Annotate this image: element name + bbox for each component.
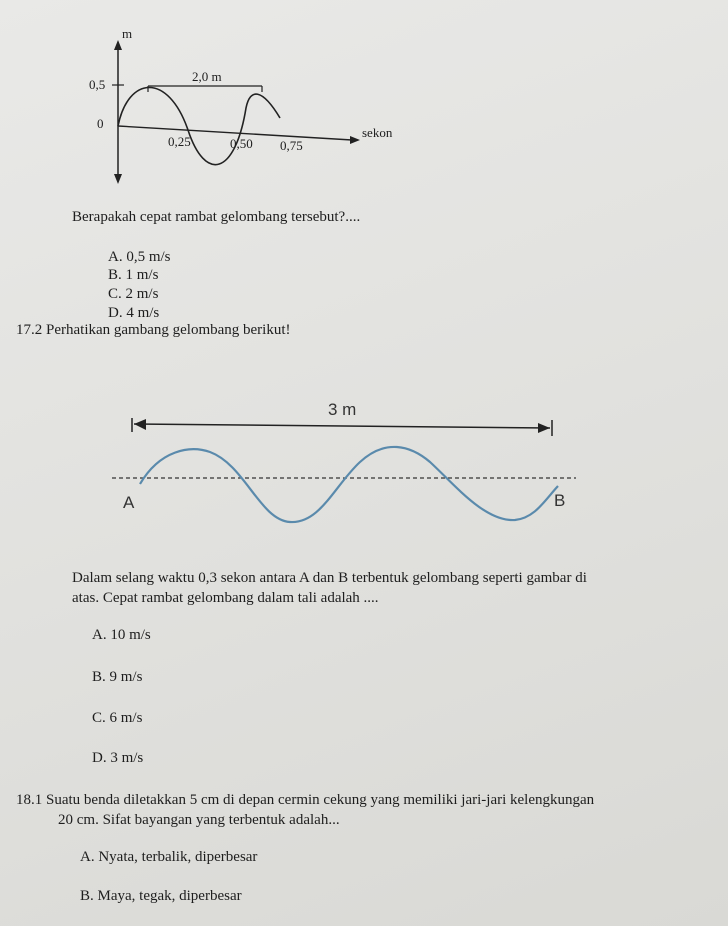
distance-arrow-left bbox=[134, 419, 146, 430]
q18-option-a[interactable]: A. Nyata, terbalik, diperbesar bbox=[80, 849, 258, 865]
y-axis-arrow-top bbox=[114, 40, 122, 50]
q18-number: 18.1 bbox=[16, 792, 43, 808]
q17-option-a[interactable]: A. 10 m/s bbox=[92, 627, 151, 643]
q16-option-b[interactable]: B. 1 m/s bbox=[108, 267, 159, 283]
q16-question: Berapakah cepat rambat gelombang tersebut?.... bbox=[72, 209, 361, 225]
q17-text-line1: Dalam selang waktu 0,3 sekon antara A dan B terbentuk gelombang seperti gambar di bbox=[72, 570, 587, 586]
q16-option-a[interactable]: A. 0,5 m/s bbox=[108, 249, 171, 265]
q18-text-line1 bbox=[16, 790, 721, 810]
q16-option-c[interactable]: C. 2 m/s bbox=[108, 286, 159, 302]
wave-graph-2 bbox=[0, 390, 728, 550]
amplitude-label: 0,5 bbox=[89, 77, 106, 92]
distance-arrow-right bbox=[538, 423, 550, 433]
y-label: m bbox=[122, 26, 133, 41]
wave-curve-2 bbox=[140, 447, 558, 522]
q16-option-d[interactable]: D. 4 m/s bbox=[108, 305, 160, 321]
x-axis-arrow bbox=[350, 136, 360, 144]
q18-text-line2: 20 cm. Sifat bayangan yang terbentuk adalah... bbox=[58, 812, 340, 828]
q18-text bbox=[16, 790, 721, 830]
point-a: A bbox=[123, 493, 135, 512]
wavelength-label: 2,0 m bbox=[192, 69, 222, 84]
q17-option-b[interactable]: B. 9 m/s bbox=[92, 669, 143, 685]
x-tick-1: 0,25 bbox=[168, 134, 191, 149]
q17-text-line2: atas. Cepat rambat gelombang dalam tali adalah .... bbox=[72, 590, 379, 606]
x-unit-label: sekon bbox=[362, 125, 393, 140]
q17-header bbox=[16, 322, 291, 339]
q18-line1-text: Suatu benda diletakkan 5 cm di depan cermin cekung yang memiliki jari-jari kelengkungan bbox=[46, 792, 595, 808]
q17-text bbox=[72, 568, 722, 608]
q17-number: 17.2 bbox=[16, 322, 43, 338]
q17-option-c[interactable]: C. 6 m/s bbox=[92, 710, 143, 726]
y-axis-arrow-bottom bbox=[114, 174, 122, 184]
wave-graph-1 bbox=[0, 0, 728, 200]
q18-option-b[interactable]: B. Maya, tegak, diperbesar bbox=[80, 888, 242, 904]
q17-title: Perhatikan gambang gelombang berikut! bbox=[46, 322, 291, 338]
q17-option-d[interactable]: D. 3 m/s bbox=[92, 750, 144, 766]
x-tick-3: 0,75 bbox=[280, 138, 303, 153]
point-b: B bbox=[554, 491, 566, 510]
wave-curve-1 bbox=[118, 88, 280, 165]
distance-label: 3 m bbox=[328, 400, 357, 419]
distance-line bbox=[134, 424, 550, 428]
x-tick-2: 0,50 bbox=[230, 136, 253, 151]
zero-label: 0 bbox=[97, 116, 104, 131]
